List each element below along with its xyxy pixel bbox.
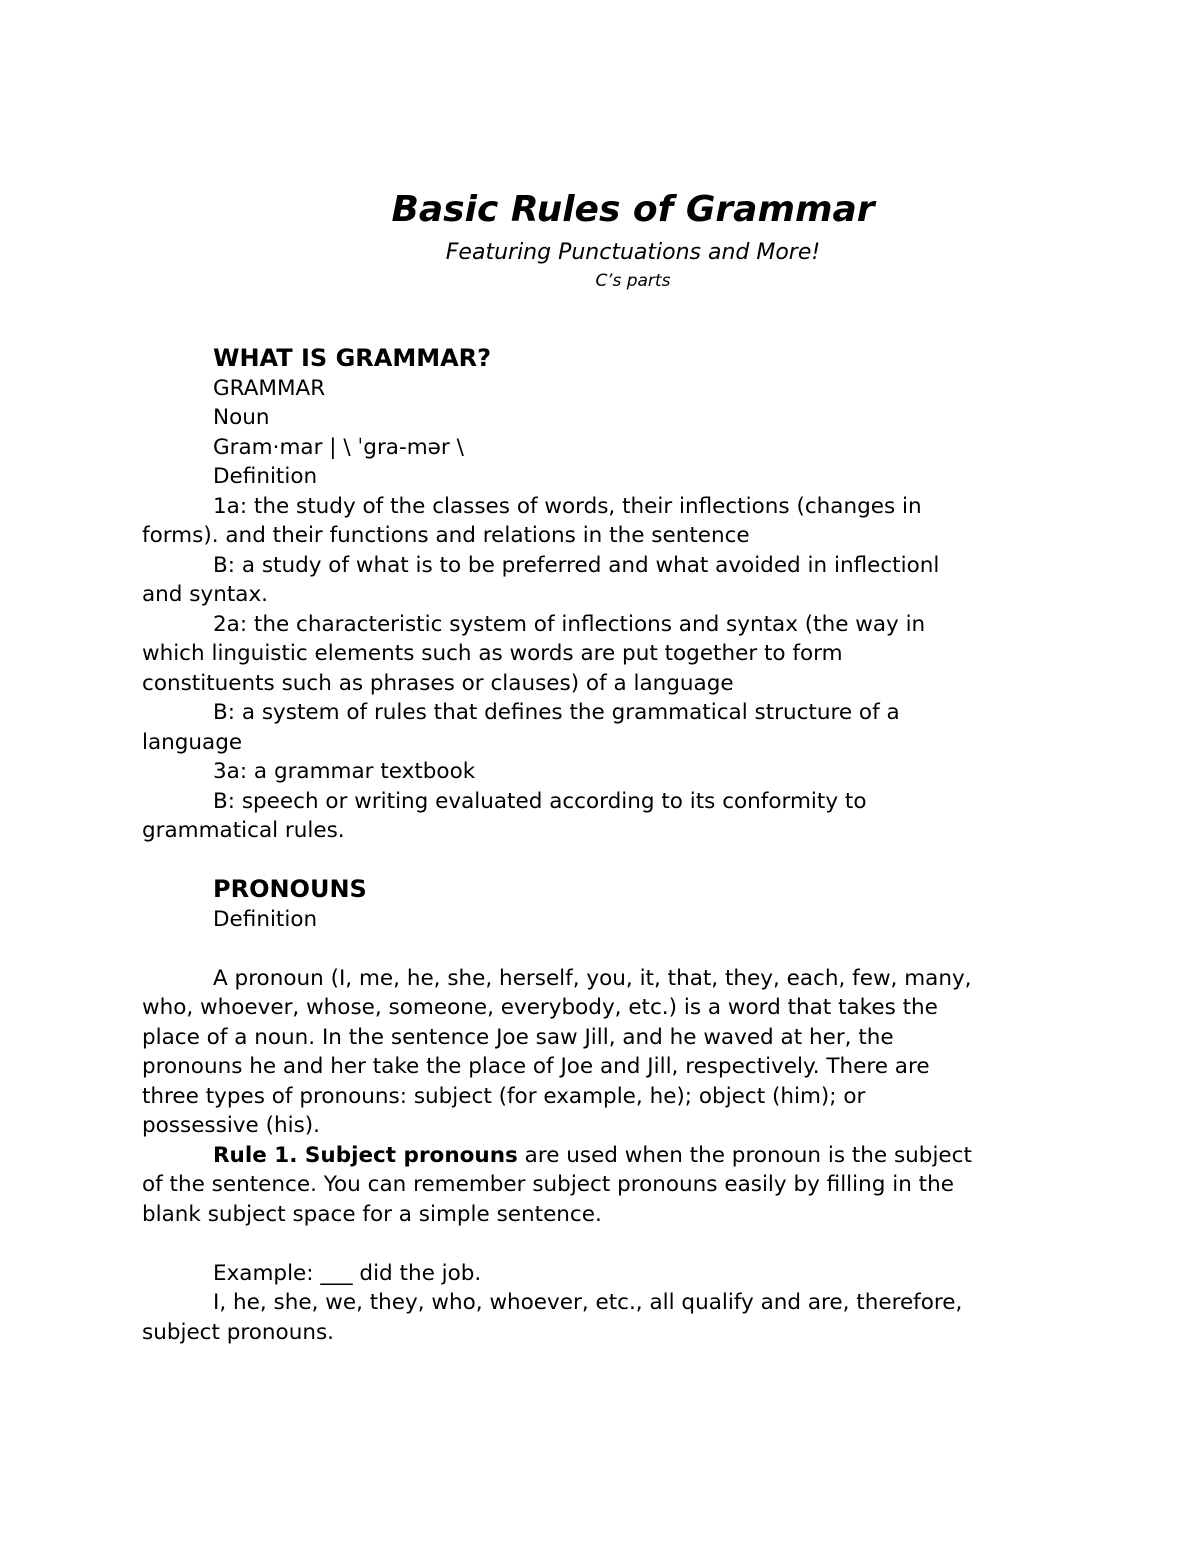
example-followup-line: subject pronouns. [142, 1319, 334, 1345]
paragraph-gap [142, 1229, 1067, 1259]
definition-line: 1a: the study of the classes of words, their inflections (changes in [213, 493, 922, 519]
rule-1-label: Rule 1. Subject pronouns [213, 1142, 518, 1168]
document-byline: C’s parts [595, 271, 671, 291]
paragraph-line: A pronoun (I, me, he, she, herself, you, it, that, they, each, few, many, [213, 965, 972, 991]
definition-line: forms). and their functions and relations in the sentence [142, 523, 750, 548]
paragraph-line: possessive (his). [142, 1113, 321, 1138]
paragraph-line: place of a noun. In the sentence Joe saw Jill, and he waved at her, the [142, 1024, 894, 1050]
rule-1-text: are used when the pronoun is the subject [517, 1142, 972, 1168]
definition-line: 2a: the characteristic system of inflections and syntax (the way in [213, 611, 926, 637]
definition-line: which linguistic elements such as words are put together to form [142, 641, 843, 666]
definition-line: B: speech or writing evaluated according to its conformity to [213, 788, 867, 814]
example-line: Example: ___ did the job. [213, 1260, 482, 1286]
definition-label: Definition [213, 464, 318, 489]
section-heading-grammar: WHAT IS GRAMMAR? [213, 344, 492, 372]
paragraph-line: pronouns he and her take the place of Joe and Jill, respectively. There are [142, 1054, 930, 1079]
definition-label: Definition [213, 906, 318, 932]
paragraph-gap [142, 846, 1067, 876]
definition-line: B: a study of what is to be preferred and what avoided in inflectionl [213, 552, 940, 578]
definition-line: B: a system of rules that defines the grammatical structure of a [213, 700, 900, 725]
entry-word: GRAMMAR [213, 375, 326, 401]
rule-1-line: blank subject space for a simple sentence. [142, 1201, 602, 1227]
paragraph-line: three types of pronouns: subject (for example, he); object (him); or [142, 1083, 866, 1109]
definition-line: constituents such as phrases or clauses) of a language [142, 670, 734, 696]
example-followup-line: I, he, she, we, they, who, whoever, etc., all qualify and are, therefore, [213, 1290, 963, 1315]
entry-part-of-speech: Noun [213, 405, 270, 430]
rule-1-line: of the sentence. You can remember subject pronouns easily by filling in the [142, 1172, 954, 1197]
rule-1-line [142, 1141, 1067, 1171]
document-subtitle: Featuring Punctuations and More! [445, 240, 821, 265]
paragraph-line: who, whoever, whose, someone, everybody, etc.) is a word that takes the [142, 995, 938, 1020]
definition-line: grammatical rules. [142, 818, 345, 843]
document-body [142, 344, 1067, 1347]
definition-line: language [142, 729, 243, 755]
section-heading-pronouns: PRONOUNS [213, 875, 367, 903]
paragraph-gap [142, 934, 1067, 964]
definition-line: and syntax. [142, 582, 268, 607]
entry-pronunciation: Gram·mar | \ ˈgra-mər \ [213, 434, 464, 460]
definition-line: 3a: a grammar textbook [213, 759, 476, 784]
document-title: Basic Rules of Grammar [391, 189, 875, 230]
